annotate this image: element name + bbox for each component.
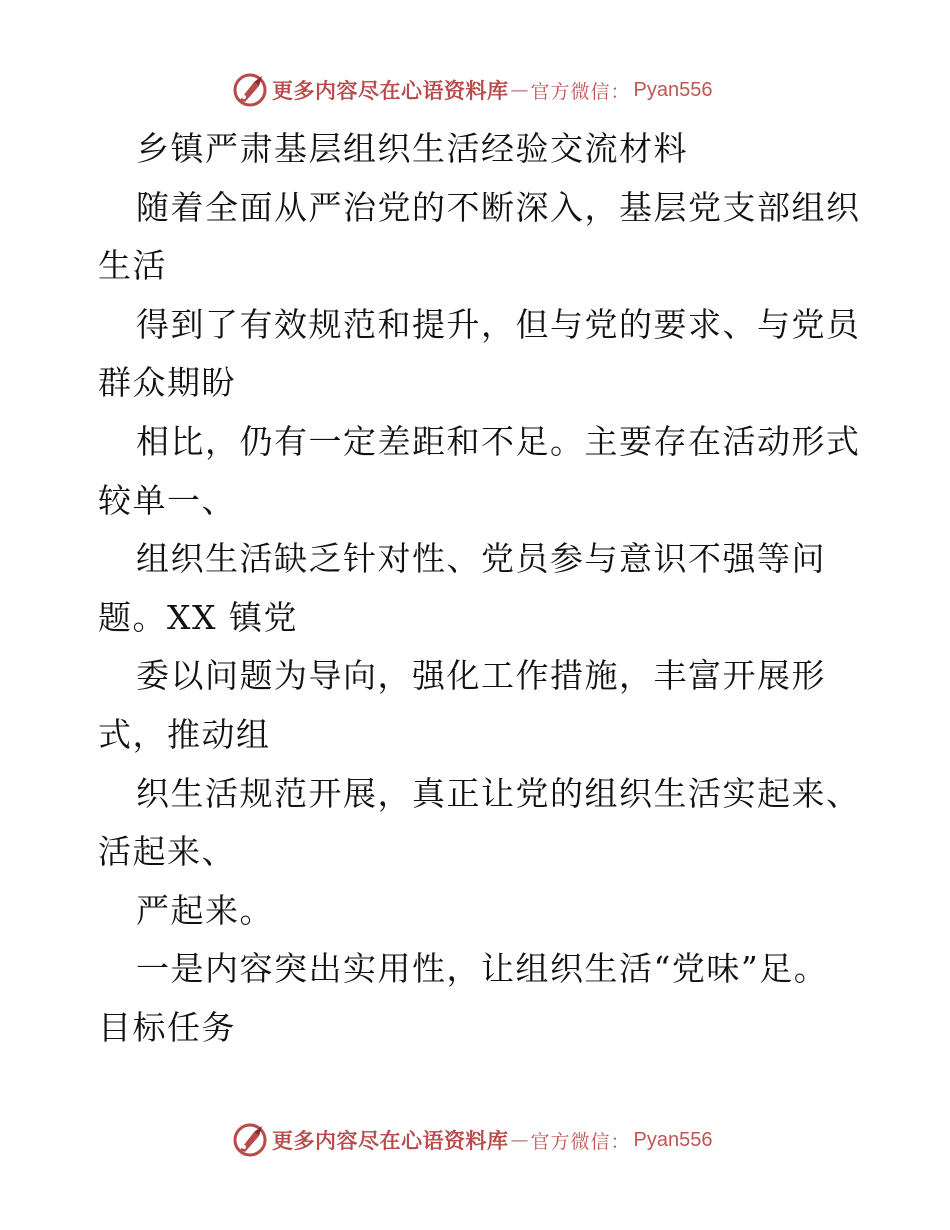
header-banner — [232, 70, 713, 110]
banner-lead-text: 更多内容尽在心语资料库 — [272, 1128, 509, 1153]
text-line: 生活 — [98, 246, 167, 286]
banner-wechat-id: Pyan556 — [633, 1128, 713, 1151]
text-line: 目标任务 — [98, 1007, 236, 1047]
text-line: 得到了有效规范和提升，但与党的要求、与党员 — [136, 304, 861, 344]
banner-wechat-id: Pyan556 — [633, 78, 713, 101]
text-line: 较单一、 — [98, 480, 236, 520]
footer-banner — [232, 1120, 713, 1160]
text-line: 乡镇严肃基层组织生活经验交流材料 — [136, 129, 688, 168]
text-line: 式，推动组 — [98, 714, 271, 754]
banner-wechat-label: 官方微信 — [530, 1130, 611, 1153]
text-line: 相比，仍有一定差距和不足。主要存在活动形式 — [136, 421, 861, 461]
text-line: 题。XX 镇党 — [98, 597, 298, 637]
banner-dash: — — [510, 1129, 529, 1151]
text-line: 织生活规范开展，真正让党的组织生活实起来、 — [136, 773, 861, 813]
text-line: 严起来。 — [136, 890, 274, 930]
banner-lead-text: 更多内容尽在心语资料库 — [272, 78, 509, 103]
text-line: 委以问题为导向，强化工作措施，丰富开展形 — [136, 656, 826, 696]
banner-separator: ： — [610, 1130, 630, 1153]
banner-dash: — — [510, 79, 529, 101]
quill-pen-logo-icon — [232, 1122, 268, 1158]
banner-wechat-label: 官方微信 — [530, 80, 611, 103]
text-line: 一是内容突出实用性，让组织生活“党味”足。 — [136, 949, 829, 989]
banner-separator: ： — [610, 80, 630, 103]
text-line: 随着全面从严治党的不断深入，基层党支部组织 — [136, 187, 861, 227]
quill-pen-logo-icon — [232, 72, 268, 108]
text-line: 活起来、 — [98, 832, 236, 872]
text-line: 群众期盼 — [98, 363, 236, 403]
document-body — [98, 120, 861, 1058]
text-line: 组织生活缺乏针对性、党员参与意识不强等问 — [136, 539, 826, 579]
